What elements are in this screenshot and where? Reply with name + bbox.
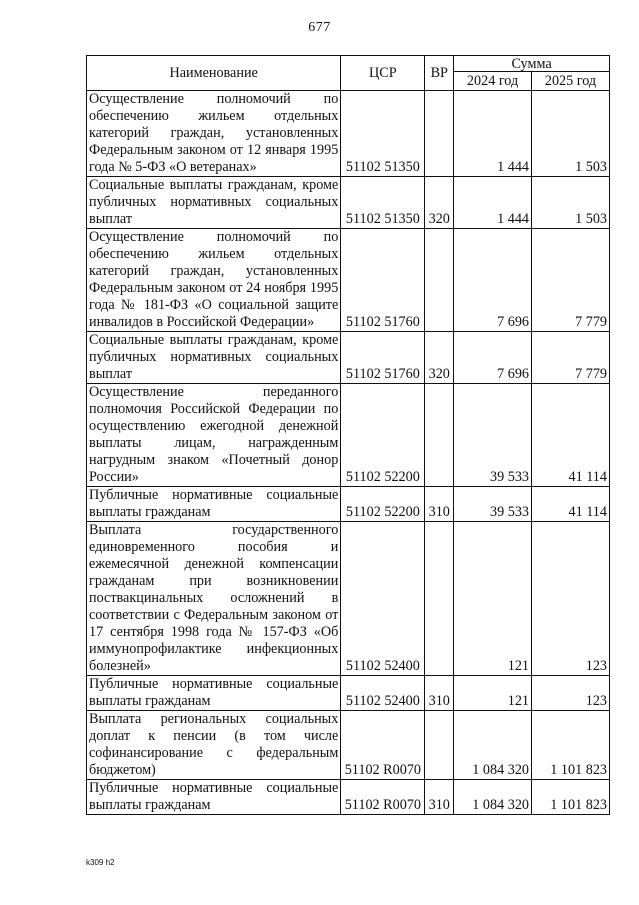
row-amount-2024: 1 444 — [454, 177, 532, 229]
row-name: Публичные нормативные социальные выплаты гражданам — [87, 780, 341, 815]
row-amount-2025: 41 114 — [532, 487, 610, 522]
row-name: Публичные нормативные социальные выплаты гражданам — [87, 487, 341, 522]
row-csr: 51102 51760 — [341, 332, 425, 384]
table-row — [87, 711, 610, 780]
row-amount-2024: 1 084 320 — [454, 711, 532, 780]
header-name: Наименование — [87, 56, 341, 91]
budget-table — [86, 55, 610, 815]
row-amount-2025: 1 503 — [532, 91, 610, 177]
row-amount-2024: 39 533 — [454, 487, 532, 522]
row-amount-2024: 1 444 — [454, 91, 532, 177]
row-name: Выплата региональных социальных доплат к пенсии (в том числе софинансирование с федеральным бюджетом) — [87, 711, 341, 780]
footer-code: k309 h2 — [86, 858, 115, 867]
row-name: Социальные выплаты гражданам, кроме публичных нормативных социальных выплат — [87, 177, 341, 229]
row-csr: 51102 R0070 — [341, 711, 425, 780]
header-year-2025: 2025 год — [532, 72, 610, 91]
row-amount-2025: 1 101 823 — [532, 780, 610, 815]
table-row — [87, 229, 610, 332]
row-amount-2025: 7 779 — [532, 229, 610, 332]
table-row — [87, 177, 610, 229]
row-vr: 310 — [425, 487, 454, 522]
table-row — [87, 91, 610, 177]
row-csr: 51102 52400 — [341, 522, 425, 676]
row-csr: 51102 51350 — [341, 177, 425, 229]
row-name: Осуществление полномочий по обеспечению жильем отдельных категорий граждан, установленных Федеральным законом от 24 ноября 1995 года № 181-ФЗ «О социальной защите инвалидов в Российской Федерации» — [87, 229, 341, 332]
row-amount-2024: 7 696 — [454, 229, 532, 332]
row-name: Осуществление переданного полномочия Российской Федерации по осуществлению ежегодной денежной выплаты лицам, награжденным нагрудным знаком «Почетный донор России» — [87, 384, 341, 487]
row-csr: 51102 52200 — [341, 384, 425, 487]
row-vr: 310 — [425, 780, 454, 815]
header-sum: Сумма — [454, 56, 610, 72]
row-amount-2024: 121 — [454, 522, 532, 676]
row-amount-2025: 1 503 — [532, 177, 610, 229]
row-amount-2025: 41 114 — [532, 384, 610, 487]
row-name: Выплата государственного единовременного пособия и ежемесячной денежной компенсации гражданам при возникновении поствакцинальных осложнений в соответствии с Федеральным законом от 17 сентября 1998 года № 157-ФЗ «Об иммунопрофилактике инфекционных болезней» — [87, 522, 341, 676]
row-vr: 320 — [425, 332, 454, 384]
page-number: 677 — [308, 20, 331, 35]
row-csr: 51102 51760 — [341, 229, 425, 332]
row-amount-2025: 1 101 823 — [532, 711, 610, 780]
row-amount-2024: 7 696 — [454, 332, 532, 384]
table-row — [87, 780, 610, 815]
table-row — [87, 676, 610, 711]
header-csr: ЦСР — [341, 56, 425, 91]
row-name: Осуществление полномочий по обеспечению жильем отдельных категорий граждан, установленных Федеральным законом от 12 января 1995 года № 5-ФЗ «О ветеранах» — [87, 91, 341, 177]
row-name: Социальные выплаты гражданам, кроме публичных нормативных социальных выплат — [87, 332, 341, 384]
row-amount-2025: 123 — [532, 522, 610, 676]
row-vr — [425, 711, 454, 780]
row-vr — [425, 91, 454, 177]
row-amount-2025: 7 779 — [532, 332, 610, 384]
table-row — [87, 487, 610, 522]
header-year-2024: 2024 год — [454, 72, 532, 91]
row-csr: 51102 51350 — [341, 91, 425, 177]
row-vr — [425, 384, 454, 487]
row-vr — [425, 229, 454, 332]
row-amount-2024: 1 084 320 — [454, 780, 532, 815]
table-row — [87, 332, 610, 384]
table-row — [87, 384, 610, 487]
row-vr — [425, 522, 454, 676]
row-csr: 51102 52200 — [341, 487, 425, 522]
row-csr: 51102 52400 — [341, 676, 425, 711]
row-vr: 320 — [425, 177, 454, 229]
header-vr: ВР — [425, 56, 454, 91]
row-amount-2024: 39 533 — [454, 384, 532, 487]
row-amount-2024: 121 — [454, 676, 532, 711]
row-name: Публичные нормативные социальные выплаты гражданам — [87, 676, 341, 711]
row-vr: 310 — [425, 676, 454, 711]
row-amount-2025: 123 — [532, 676, 610, 711]
table-row — [87, 522, 610, 676]
row-csr: 51102 R0070 — [341, 780, 425, 815]
